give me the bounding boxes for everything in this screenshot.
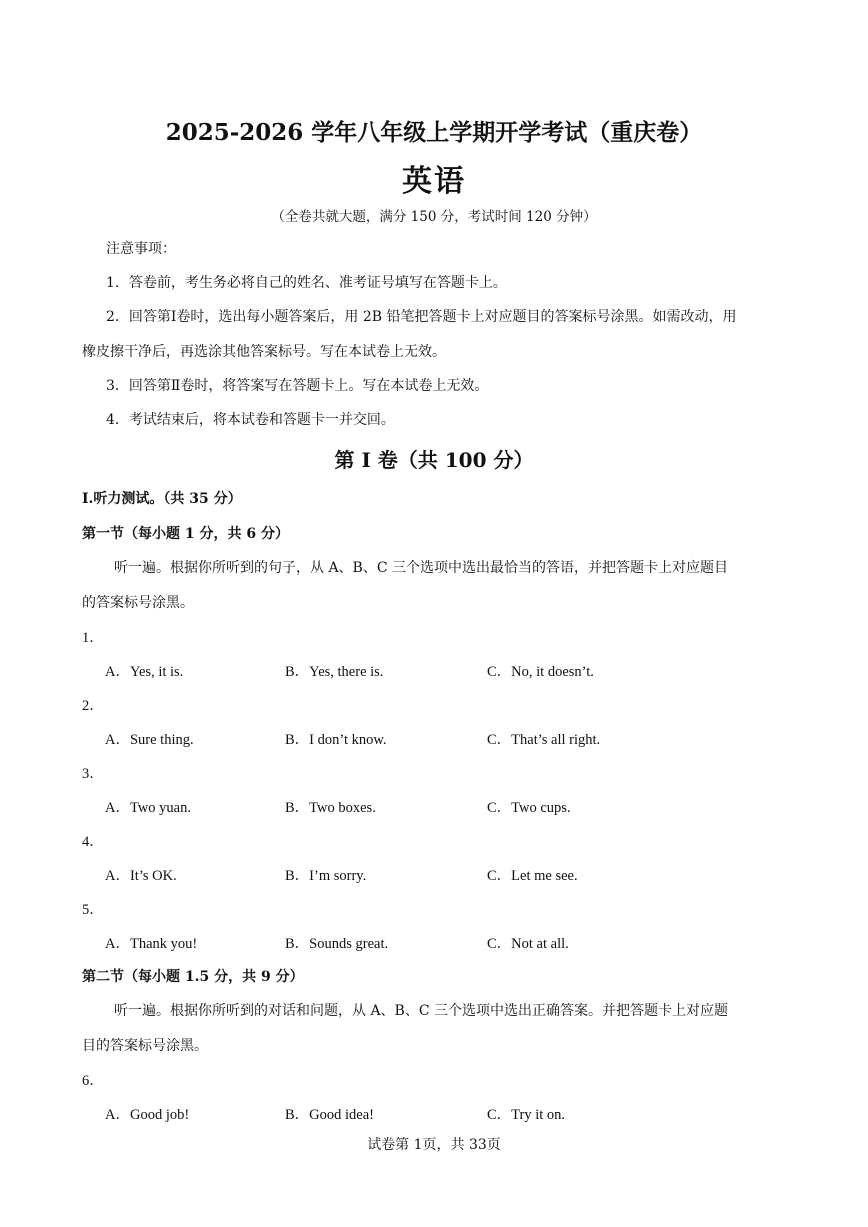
option-c: C．No, it doesn’t.	[487, 664, 594, 680]
option-b: B．I don’t know.	[285, 732, 387, 748]
subsection-2-instructions-line-2: 目的答案标号涂黑。	[82, 1038, 208, 1054]
question-number: 2．	[82, 698, 104, 714]
option-c: C．Try it on.	[487, 1107, 566, 1123]
option-b: B．Yes, there is.	[285, 664, 384, 680]
note-item-2-line-1: 2．回答第Ⅰ卷时，选出每小题答案后，用 2B 铅笔把答题卡上对应题目的答案标号涂黑。如需改动，用	[106, 309, 737, 325]
notes-heading: 注意事项：	[106, 241, 176, 257]
option-a: A．Two yuan.	[105, 800, 191, 816]
note-item-4: 4．考试结束后，将本试卷和答题卡一并交回。	[106, 412, 395, 428]
option-c: C．That’s all right.	[487, 732, 601, 748]
note-item-2-line-2: 橡皮擦干净后，再选涂其他答案标号。写在本试卷上无效。	[82, 344, 446, 360]
exam-meta: （全卷共就大题，满分 150 分，考试时间 120 分钟）	[271, 209, 597, 225]
subsection-1-title: 第一节（每小题 1 分，共 6 分）	[82, 526, 289, 542]
note-item-1: 1．答卷前，考生务必将自己的姓名、准考证号填写在答题卡上。	[106, 275, 507, 291]
option-b: B．Two boxes.	[285, 800, 376, 816]
option-b: B．I’m sorry.	[285, 868, 367, 884]
subsection-2-instructions-line-1: 听一遍。根据你所听到的对话和问题，从 A、B、C 三个选项中选出正确答案。并把答题卡上对应题	[114, 1003, 729, 1019]
exam-title: 2025-2026 学年八年级上学期开学考试（重庆卷）	[165, 119, 703, 146]
subsection-1-instructions-line-1: 听一遍。根据你所听到的句子，从 A、B、C 三个选项中选出最恰当的答语，并把答题卡上对应题目	[114, 560, 729, 576]
question-number: 6．	[82, 1073, 104, 1089]
section-title: I.听力测试。（共 35 分）	[82, 491, 242, 507]
page-footer: 试卷第 1页，共 33页	[367, 1137, 501, 1153]
question-number: 5．	[82, 902, 104, 918]
question-number: 4．	[82, 834, 104, 850]
question-number: 3．	[82, 766, 104, 782]
option-a: A．It’s OK.	[105, 868, 177, 884]
option-a: A．Good job!	[105, 1107, 190, 1123]
option-b: B．Good idea!	[285, 1107, 374, 1123]
subsection-2-title: 第二节（每小题 1.5 分，共 9 分）	[82, 969, 304, 985]
option-c: C．Not at all.	[487, 936, 569, 952]
subject-title: 英语	[402, 164, 466, 199]
option-a: A．Sure thing.	[105, 732, 194, 748]
part-heading: 第 I 卷（共 100 分）	[334, 448, 534, 472]
subsection-1-instructions-line-2: 的答案标号涂黑。	[82, 595, 194, 611]
option-a: A．Thank you!	[105, 936, 198, 952]
option-c: C．Two cups.	[487, 800, 571, 816]
option-a: A．Yes, it is.	[105, 664, 184, 680]
note-item-3: 3．回答第Ⅱ卷时，将答案写在答题卡上。写在本试卷上无效。	[106, 378, 489, 394]
option-b: B．Sounds great.	[285, 936, 389, 952]
option-c: C．Let me see.	[487, 868, 578, 884]
question-number: 1．	[82, 630, 104, 646]
